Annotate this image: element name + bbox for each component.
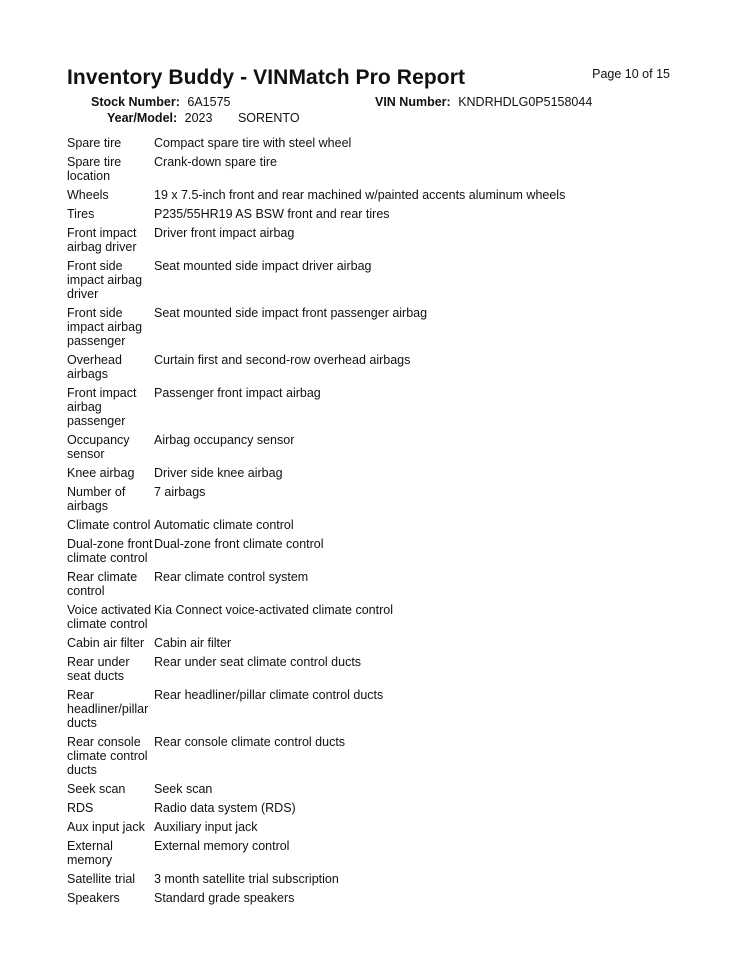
spec-value: Automatic climate control <box>154 518 294 532</box>
vin-number-value: KNDRHDLG0P5158044 <box>458 95 593 109</box>
spec-row <box>67 735 687 777</box>
spec-label: External memory <box>67 839 113 867</box>
spec-row <box>67 839 687 867</box>
spec-value: Rear under seat climate control ducts <box>154 655 362 669</box>
model-value: SORENTO <box>237 111 300 125</box>
spec-row <box>67 570 687 598</box>
spec-label: Satellite trial <box>67 872 136 886</box>
spec-row <box>67 801 687 815</box>
spec-label: Rear under seat ducts <box>67 655 130 683</box>
spec-row <box>67 353 687 381</box>
spec-value: Passenger front impact airbag <box>154 386 321 400</box>
stock-number-label: Stock Number: <box>91 95 180 109</box>
spec-row <box>67 386 687 428</box>
spec-label: Spare tire location <box>67 155 122 183</box>
spec-row <box>67 782 687 796</box>
spec-row <box>67 155 687 183</box>
spec-label: Rear headliner/pillar ducts <box>67 688 149 730</box>
spec-label: Spare tire <box>67 136 122 150</box>
report-title: Inventory Buddy - VINMatch Pro Report <box>67 66 466 89</box>
spec-label: Front impact airbag driver <box>67 226 137 254</box>
page-number: Page 10 of 15 <box>592 67 670 81</box>
spec-value: Radio data system (RDS) <box>154 801 296 815</box>
spec-row <box>67 485 687 513</box>
spec-row <box>67 259 687 301</box>
spec-row <box>67 136 687 150</box>
spec-value: Driver side knee airbag <box>154 466 283 480</box>
spec-value: Airbag occupancy sensor <box>154 433 295 447</box>
spec-row <box>67 537 687 565</box>
spec-value: 19 x 7.5-inch front and rear machined w/painted accents aluminum wheels <box>154 188 566 202</box>
spec-row <box>67 207 687 221</box>
vin-number <box>375 95 592 109</box>
spec-value: Seat mounted side impact driver airbag <box>154 259 372 273</box>
year-model-label: Year/Model: <box>107 111 178 125</box>
spec-label: Climate control <box>67 518 151 532</box>
spec-row <box>67 306 687 348</box>
spec-row <box>67 518 687 532</box>
spec-label: Seek scan <box>67 782 126 796</box>
spec-label: Cabin air filter <box>67 636 145 650</box>
spec-row <box>67 891 687 905</box>
spec-value: Seek scan <box>154 782 213 796</box>
spec-label: Overhead airbags <box>67 353 122 381</box>
spec-row <box>67 603 687 631</box>
spec-label: Number of airbags <box>67 485 126 513</box>
spec-value: Auxiliary input jack <box>154 820 258 834</box>
spec-row <box>67 226 687 254</box>
spec-row <box>67 688 687 730</box>
spec-label: Voice activated climate control <box>67 603 152 631</box>
spec-value: Seat mounted side impact front passenger airbag <box>154 306 428 320</box>
spec-label: Front impact airbag passenger <box>67 386 137 428</box>
spec-value: Driver front impact airbag <box>154 226 295 240</box>
spec-label: Occupancy sensor <box>67 433 130 461</box>
spec-value: Compact spare tire with steel wheel <box>154 136 352 150</box>
spec-value: External memory control <box>154 839 290 853</box>
spec-label: Rear console climate control ducts <box>67 735 148 777</box>
spec-value: Rear climate control system <box>154 570 309 584</box>
year-model <box>107 111 300 125</box>
spec-row <box>67 433 687 461</box>
spec-label: Dual-zone front climate control <box>67 537 153 565</box>
spec-value: Crank-down spare tire <box>154 155 277 169</box>
spec-value: Cabin air filter <box>154 636 232 650</box>
spec-value: 7 airbags <box>154 485 206 499</box>
spec-label: Speakers <box>67 891 120 905</box>
spec-row <box>67 655 687 683</box>
spec-value: P235/55HR19 AS BSW front and rear tires <box>154 207 390 221</box>
spec-row <box>67 872 687 886</box>
spec-value: Dual-zone front climate control <box>154 537 324 551</box>
stock-number <box>91 95 231 109</box>
spec-label: Wheels <box>67 188 109 202</box>
spec-label: Aux input jack <box>67 820 145 834</box>
spec-row <box>67 466 687 480</box>
spec-label: Tires <box>67 207 95 221</box>
spec-value: 3 month satellite trial subscription <box>154 872 339 886</box>
spec-label: Front side impact airbag passenger <box>67 306 143 348</box>
vin-number-label: VIN Number: <box>375 95 451 109</box>
spec-label: Front side impact airbag driver <box>67 259 143 301</box>
stock-number-value: 6A1575 <box>187 95 231 109</box>
spec-value: Rear headliner/pillar climate control ducts <box>154 688 384 702</box>
spec-value: Rear console climate control ducts <box>154 735 346 749</box>
spec-row <box>67 820 687 834</box>
spec-table <box>67 136 687 910</box>
spec-value: Kia Connect voice-activated climate control <box>154 603 394 617</box>
spec-value: Curtain first and second-row overhead airbags <box>154 353 411 367</box>
year-value: 2023 <box>184 111 213 125</box>
spec-row <box>67 636 687 650</box>
spec-value: Standard grade speakers <box>154 891 295 905</box>
spec-label: Rear climate control <box>67 570 138 598</box>
spec-label: Knee airbag <box>67 466 135 480</box>
spec-label: RDS <box>67 801 94 815</box>
spec-row <box>67 188 687 202</box>
